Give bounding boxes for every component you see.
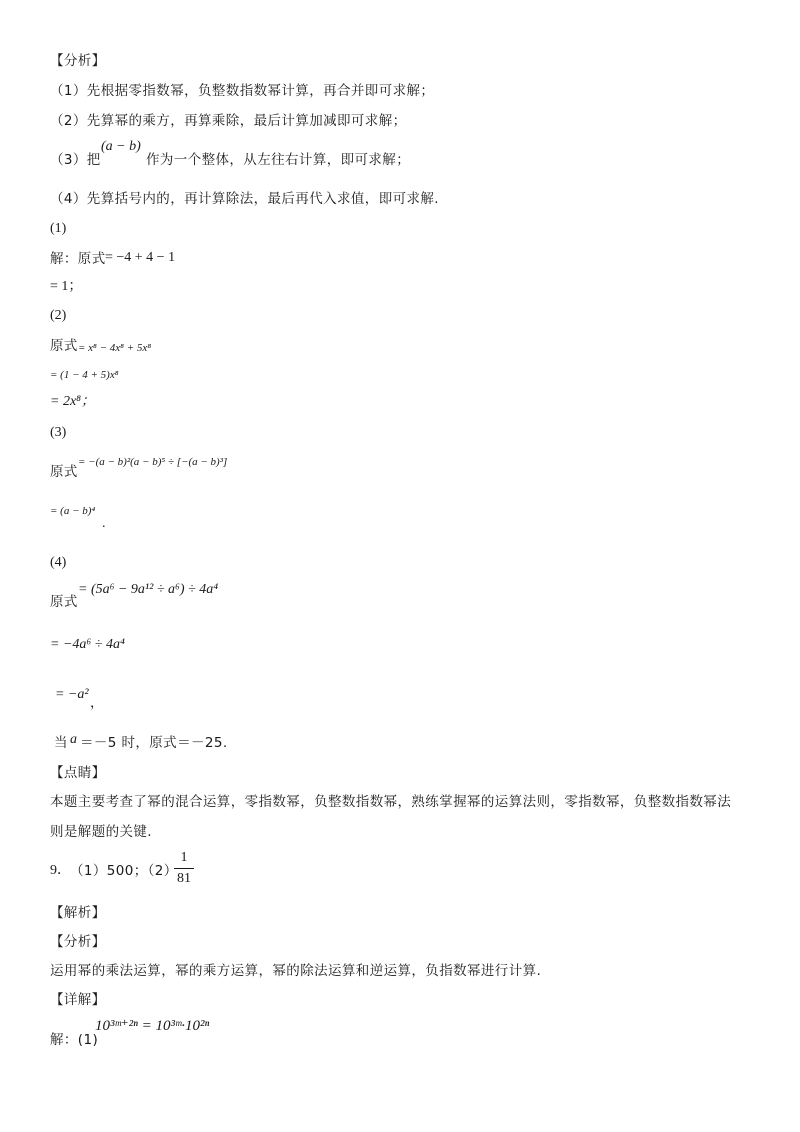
part4-line3: = −a² (55, 687, 89, 702)
explain-heading: 【解析】 (50, 905, 106, 921)
analysis-item-4: （4）先算括号内的，再计算除法，最后再代入求值，即可求解. (50, 191, 439, 207)
part1-expr: = −4 + 4 − 1 (105, 250, 176, 265)
q9-number: 9． (50, 863, 71, 878)
part4-when: 当 (54, 735, 68, 751)
part4-line1: = (5a⁶ − 9a¹² ÷ a⁶) ÷ 4a⁴ (78, 582, 219, 597)
part4-var: a (70, 732, 77, 747)
q9-frac-bar (174, 868, 194, 869)
part3-label: (3) (50, 425, 67, 440)
part3-line2: = (a − b)⁴ (50, 505, 96, 517)
analysis-item-3-expr: (a − b) (101, 139, 141, 154)
analysis2-heading: 【分析】 (50, 934, 106, 950)
part4-when-rest: ＝－5 时，原式＝－25. (80, 735, 228, 751)
analysis-item-3-prefix: （3）把 (50, 152, 101, 168)
q9-answer: （1）500；（2） (70, 863, 178, 879)
part2-label: (2) (50, 308, 67, 323)
part3-line1: = −(a − b)²(a − b)⁵ ÷ [−(a − b)³] (78, 456, 228, 468)
part4-label: (4) (50, 555, 67, 570)
q9-fraction (174, 849, 194, 888)
comment-line-1: 本题主要考查了幂的混合运算，零指数幂，负整数指数幂，熟练掌握幂的运算法则，零指数幂，负整数指数幂法 (50, 794, 732, 810)
part1-prefix: 解：原式 (50, 251, 106, 267)
part4-line2: = −4a⁶ ÷ 4a⁴ (50, 637, 125, 652)
comment-heading: 【点睛】 (50, 765, 106, 781)
detail-heading: 【详解】 (50, 992, 106, 1008)
part2-line1: = x⁸ − 4x⁸ + 5x⁸ (78, 342, 152, 354)
analysis-heading: 【分析】 (50, 53, 106, 69)
analysis-item-1: （1）先根据零指数幂，负整数指数幂计算，再合并即可求解； (50, 83, 435, 99)
part2-line3: = 2x⁸； (50, 394, 96, 409)
part3-prefix: 原式 (50, 464, 78, 480)
part1-label: (1) (50, 221, 67, 236)
comment-line-2: 则是解题的关键. (50, 824, 152, 840)
part3-dot: . (102, 516, 106, 531)
part4-comma: ， (90, 695, 104, 711)
part2-line2: = (1 − 4 + 5)x⁸ (50, 369, 119, 381)
q9-frac-numerator: 1 (180, 850, 188, 865)
analysis-item-2: （2）先算幂的乘方，再算乘除，最后计算加减即可求解； (50, 113, 407, 129)
part1-result: = 1； (50, 279, 83, 294)
part2-prefix: 原式 (50, 338, 78, 354)
q9-frac-denominator: 81 (177, 871, 191, 886)
solution-prefix: 解：(1) (50, 1032, 99, 1048)
solution-expr: 10³ᵐ⁺²ⁿ = 10³ᵐ·10²ⁿ (95, 1018, 210, 1034)
part4-prefix: 原式 (50, 594, 78, 610)
analysis-item-3-suffix: 作为一个整体，从左往右计算，即可求解； (146, 152, 411, 168)
analysis2-text: 运用幂的乘法运算，幂的乘方运算，幂的除法运算和逆运算，负指数幂进行计算. (50, 963, 542, 979)
